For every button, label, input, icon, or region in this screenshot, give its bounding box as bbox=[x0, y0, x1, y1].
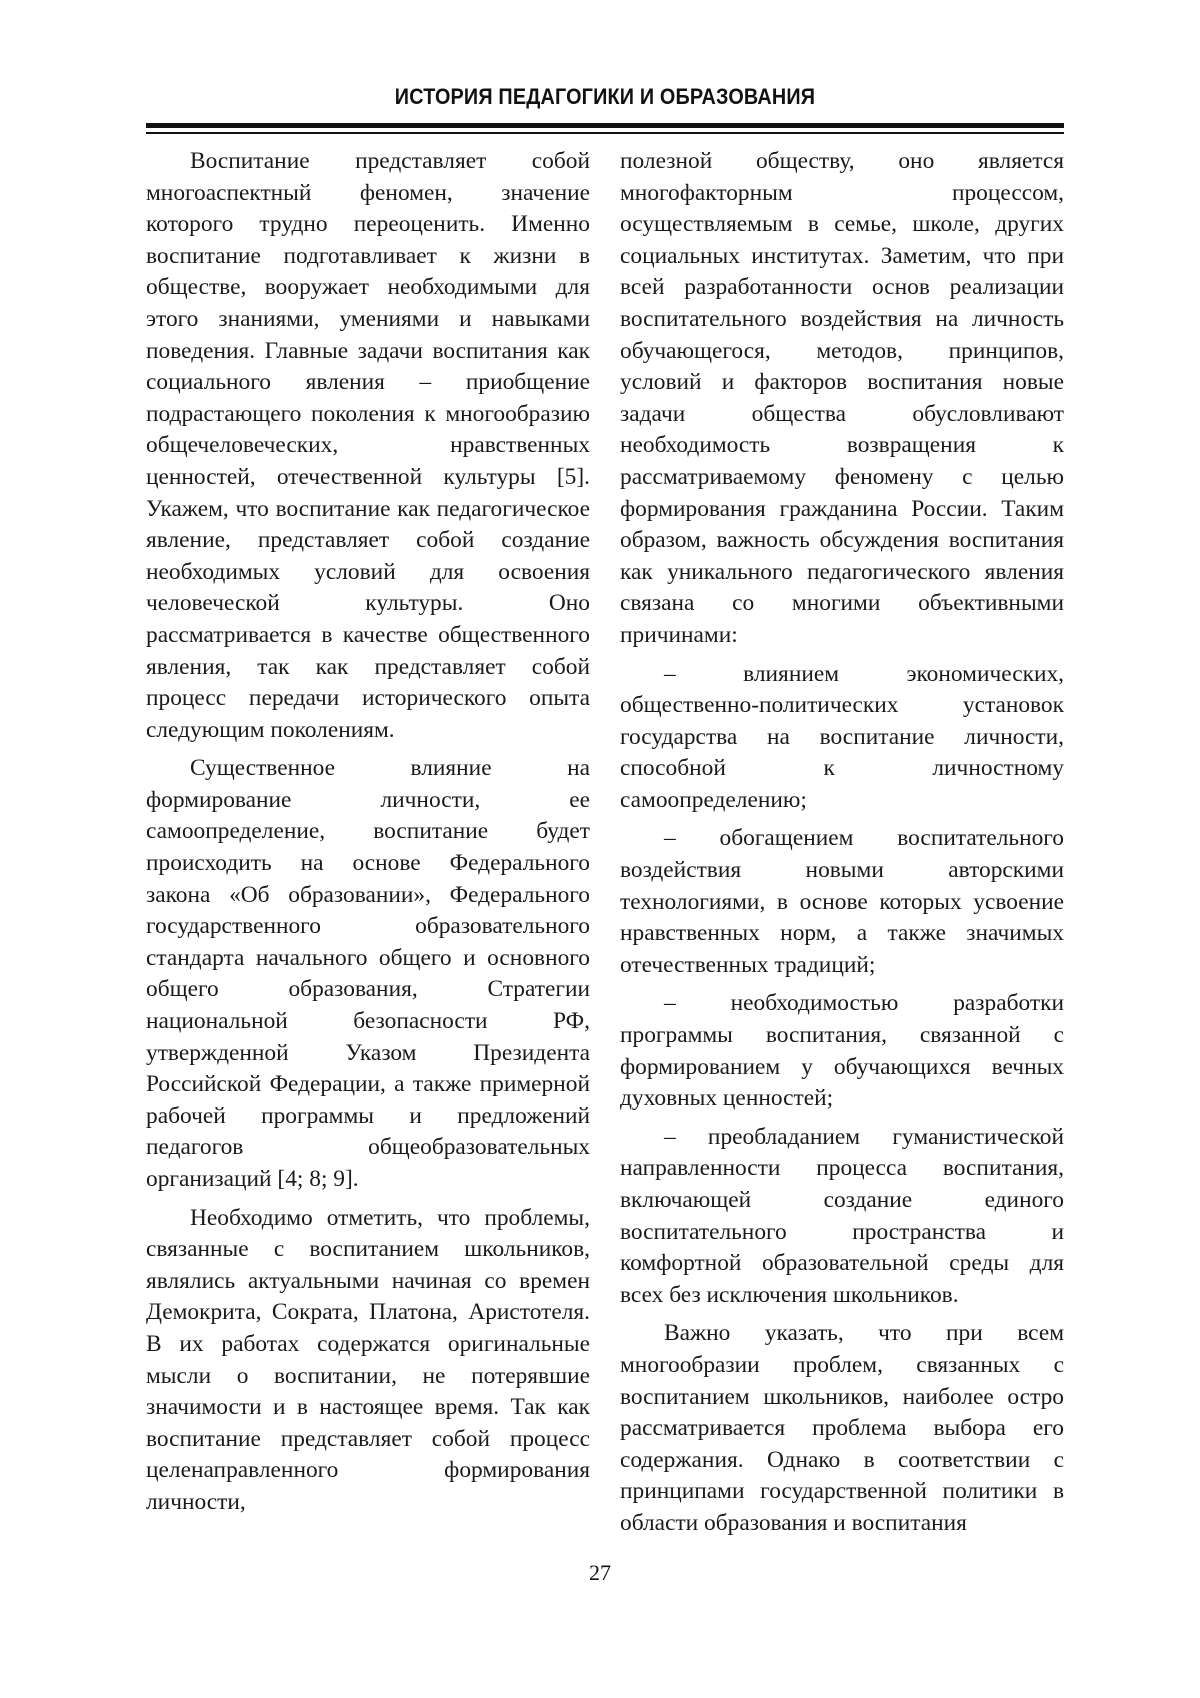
paragraph: Существенное влияние на формирование личности, ее самоопределение, воспитание будет происходить на основе Федерального закона «Об образовании», Федерального государственного образовательного стандарта начального общего и основного общего образования, Стратегии национальной безопасности РФ, утвержденной Указом Президента Российской Федерации, а также примерной рабочей программы и предложений педагогов общеобразовательных организаций [4; 8; 9]. bbox=[146, 755, 590, 1192]
list-item: – обогащением воспитательного воздействия новыми авторскими технологиями, в основе которых усвоение нравственных норм, а также значимых отечественных традиций; bbox=[620, 825, 1064, 978]
list-item: – преобладанием гуманистической направленности процесса воспитания, включающей создание единого воспитательного пространства и комфортной образовательной среды для всех без исключения школьников. bbox=[620, 1123, 1064, 1308]
right-text-column bbox=[620, 146, 1064, 1540]
list-item: – влиянием экономических, общественно-политических установок государства на воспитание личности, способной к личностному самоопределению; bbox=[620, 660, 1064, 813]
list-item: – необходимостью разработки программы воспитания, связанной с формированием у обучающихся вечных духовных ценностей; bbox=[620, 990, 1064, 1112]
paragraph: Важно указать, что при всем многообразии проблем, связанных с воспитанием школьников, наиболее остро рассматривается проблема выбора его содержания. Однако в соответствии с принципами государственной политики в области образования и воспитания bbox=[620, 1320, 1064, 1536]
paragraph-continued: полезной обществу, оно является многофакторным процессом, осуществляемым в семье, школе, других социальных институтах. Заметим, что при всей разработанности основ реализации воспитательного воздействия на личность обучающегося, методов, принципов, условий и факторов воспитания новые задачи общества обусловливают необходимость возвращения к рассматриваемому феномену с целью формирования гражданина России. Таким образом, важность обсуждения воспитания как уникального педагогического явления связана со многими объективными причинами: bbox=[620, 148, 1064, 648]
header-rule-thin bbox=[146, 132, 1064, 134]
running-title: ИСТОРИЯ ПЕДАГОГИКИ И ОБРАЗОВАНИЯ bbox=[394, 84, 816, 109]
header-rule-thick bbox=[146, 123, 1064, 128]
page-number: 27 bbox=[589, 1560, 611, 1585]
paragraph: Воспитание представляет собой многоаспектный феномен, значение которого трудно переоценить. Именно воспитание подготавливает к жизни в обществе, вооружает необходимыми для этого знаниями, умениями и навыками поведения. Главные задачи воспитания как социального явления – приобщение подрастающего поколения к многообразию общечеловеческих, нравственных ценностей, отечественной культуры [5]. Укажем, что воспитание как педагогическое явление, представляет собой создание необходимых условий для освоения человеческой культуры. Оно рассматривается в качестве общественного явления, так как представляет собой процесс передачи исторического опыта следующим поколениям. bbox=[146, 148, 590, 743]
left-text-column bbox=[146, 146, 590, 1519]
paragraph: Необходимо отметить, что проблемы, связанные с воспитанием школьников, являлись актуальными начиная со времен Демокрита, Сократа, Платона, Аристотеля. В их работах содержатся оригинальные мысли о воспитании, не потерявшие значимости и в настоящее время. Так как воспитание представляет собой процесс целенаправленного формирования личности, bbox=[146, 1204, 590, 1515]
